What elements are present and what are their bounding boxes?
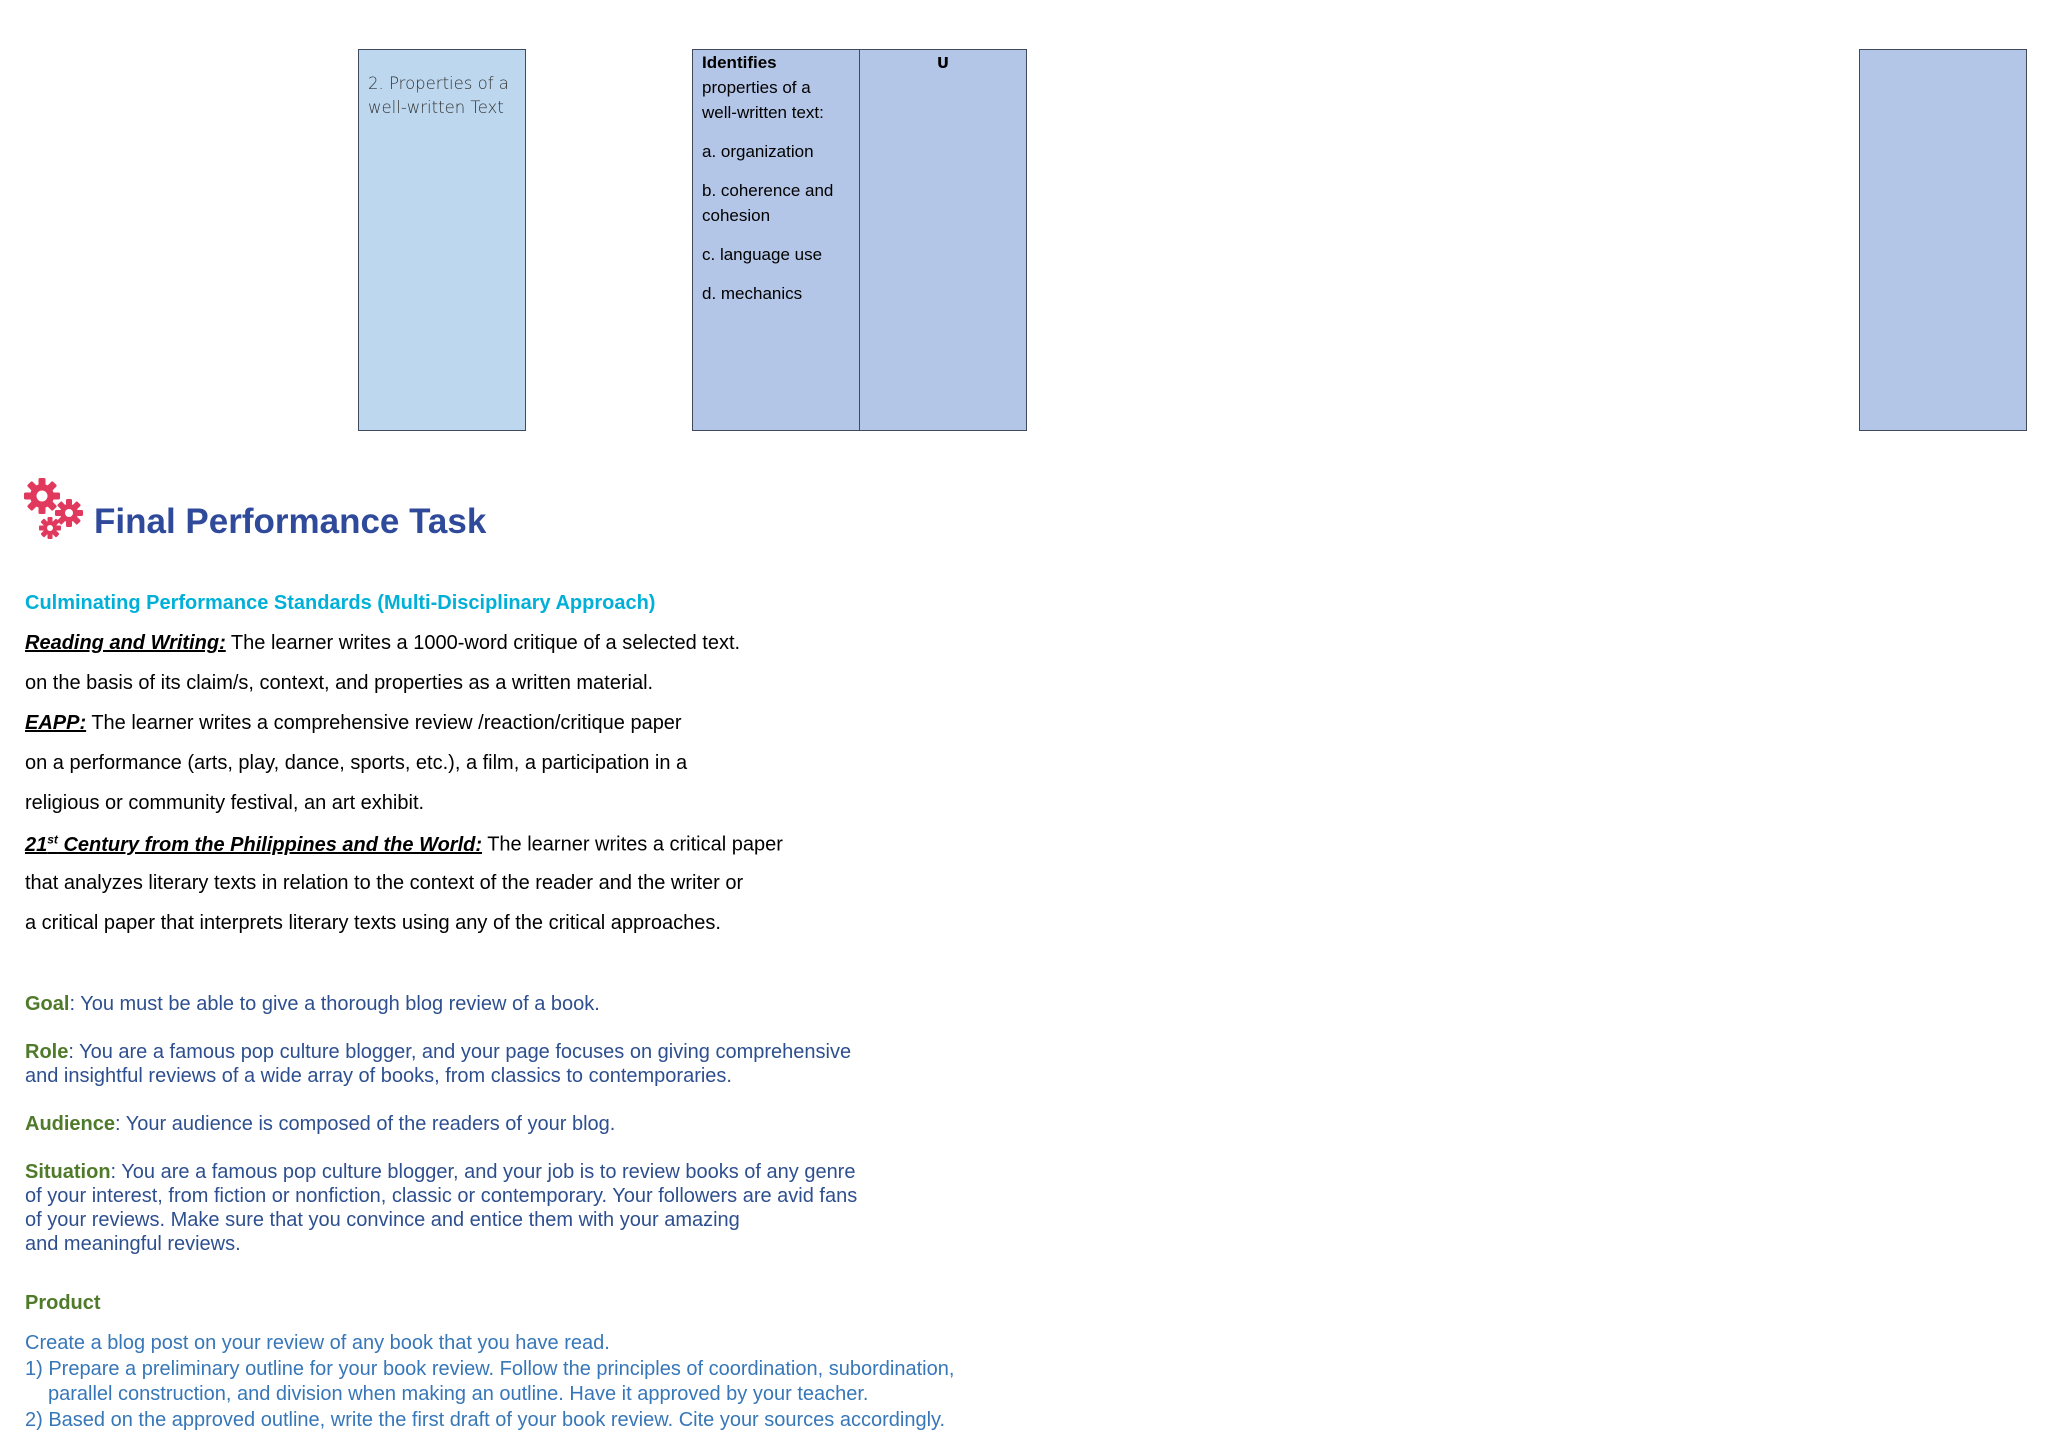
situation-text: and meaningful reviews. [25,1233,241,1255]
code-text: U [936,54,950,72]
standard-line: on the basis of its claim/s, context, and properties as a written material. [25,672,654,694]
standard-line: a critical paper that interprets literary texts using any of the critical approaches. [25,912,721,934]
role-label: Role [25,1041,69,1063]
standard-line: on a performance (arts, play, dance, sports, etc.), a film, a participation in a [25,752,688,774]
product-step-1-cont: parallel construction, and division when making an outline. Have it approved by your teacher. [48,1383,869,1405]
product-step-1: 1) Prepare a preliminary outline for your book review. Follow the principles of coordination, subordination, [25,1357,955,1380]
competency-item: c. language use [702,245,823,264]
empty-cell [1859,49,2027,431]
code-cell [859,49,1027,431]
section-title: Culminating Performance Standards (Multi-Disciplinary Approach) [25,592,656,614]
standard-label: Reading and Writing: [25,632,226,654]
standard-text: The learner writes a 1000-word critique of a selected text. [225,632,741,654]
standard-line: that analyzes literary texts in relation to the context of the reader and the writer or [25,872,744,894]
standard-line: religious or community festival, an art exhibit. [25,792,425,814]
competency-item: d. mechanics [702,284,803,303]
competency-cell [692,49,860,431]
product-label: Product [25,1292,101,1314]
page-title: Final Performance Task [94,502,487,541]
label-superscript: st [47,832,58,846]
competency-head: Identifies [702,53,777,72]
role-text: and insightful reviews of a wide array of books, from classics to contemporaries. [25,1065,732,1087]
topic-text: 2. Properties of a well-written Text [368,74,509,117]
competency-content [693,50,859,306]
standard-21st-century [25,832,783,857]
goal-text: : You must be able to give a thorough blog review of a book. [69,993,600,1015]
audience-text: : Your audience is composed of the readers of your blog. [115,1113,616,1135]
competency-item: b. coherence and cohesion [702,181,834,225]
competency-lead: properties of a well-written text: [702,78,824,122]
product-intro: Create a blog post on your review of any book that you have read. [25,1332,610,1354]
topic-cell [358,49,526,431]
role-text: : You are a famous pop culture blogger, and your page focuses on giving comprehensive [68,1041,852,1063]
product-list [25,1331,954,1433]
situation-paragraph [25,1160,857,1256]
goal-paragraph [25,992,600,1016]
situation-label: Situation [25,1161,111,1183]
audience-label: Audience [25,1113,116,1135]
gears-icon [22,476,88,542]
competency-item: a. organization [702,142,814,161]
standard-label: EAPP: [25,712,87,734]
standard-text: The learner writes a critical paper [482,833,783,856]
product-step-2: 2) Based on the approved outline, write the first draft of your book review. Cite your sources accordingly. [25,1408,946,1431]
product-heading [25,1291,101,1315]
standard-text: The learner writes a comprehensive review /reaction/critique paper [86,712,682,734]
role-paragraph [25,1040,851,1088]
situation-text: : You are a famous pop culture blogger, and your job is to review books of any genre [110,1161,856,1183]
standard-eapp [25,712,682,735]
standard-reading-writing [25,632,740,655]
situation-text: of your interest, from fiction or nonfiction, classic or contemporary. Your followers are avid fans [25,1185,858,1207]
standard-label [25,834,482,856]
audience-paragraph [25,1112,615,1136]
label-rest: Century from the Philippines and the World: [57,833,483,856]
goal-label: Goal [25,993,70,1015]
situation-text: of your reviews. Make sure that you convince and entice them with your amazing [25,1209,740,1231]
label-number: 21 [25,833,48,856]
